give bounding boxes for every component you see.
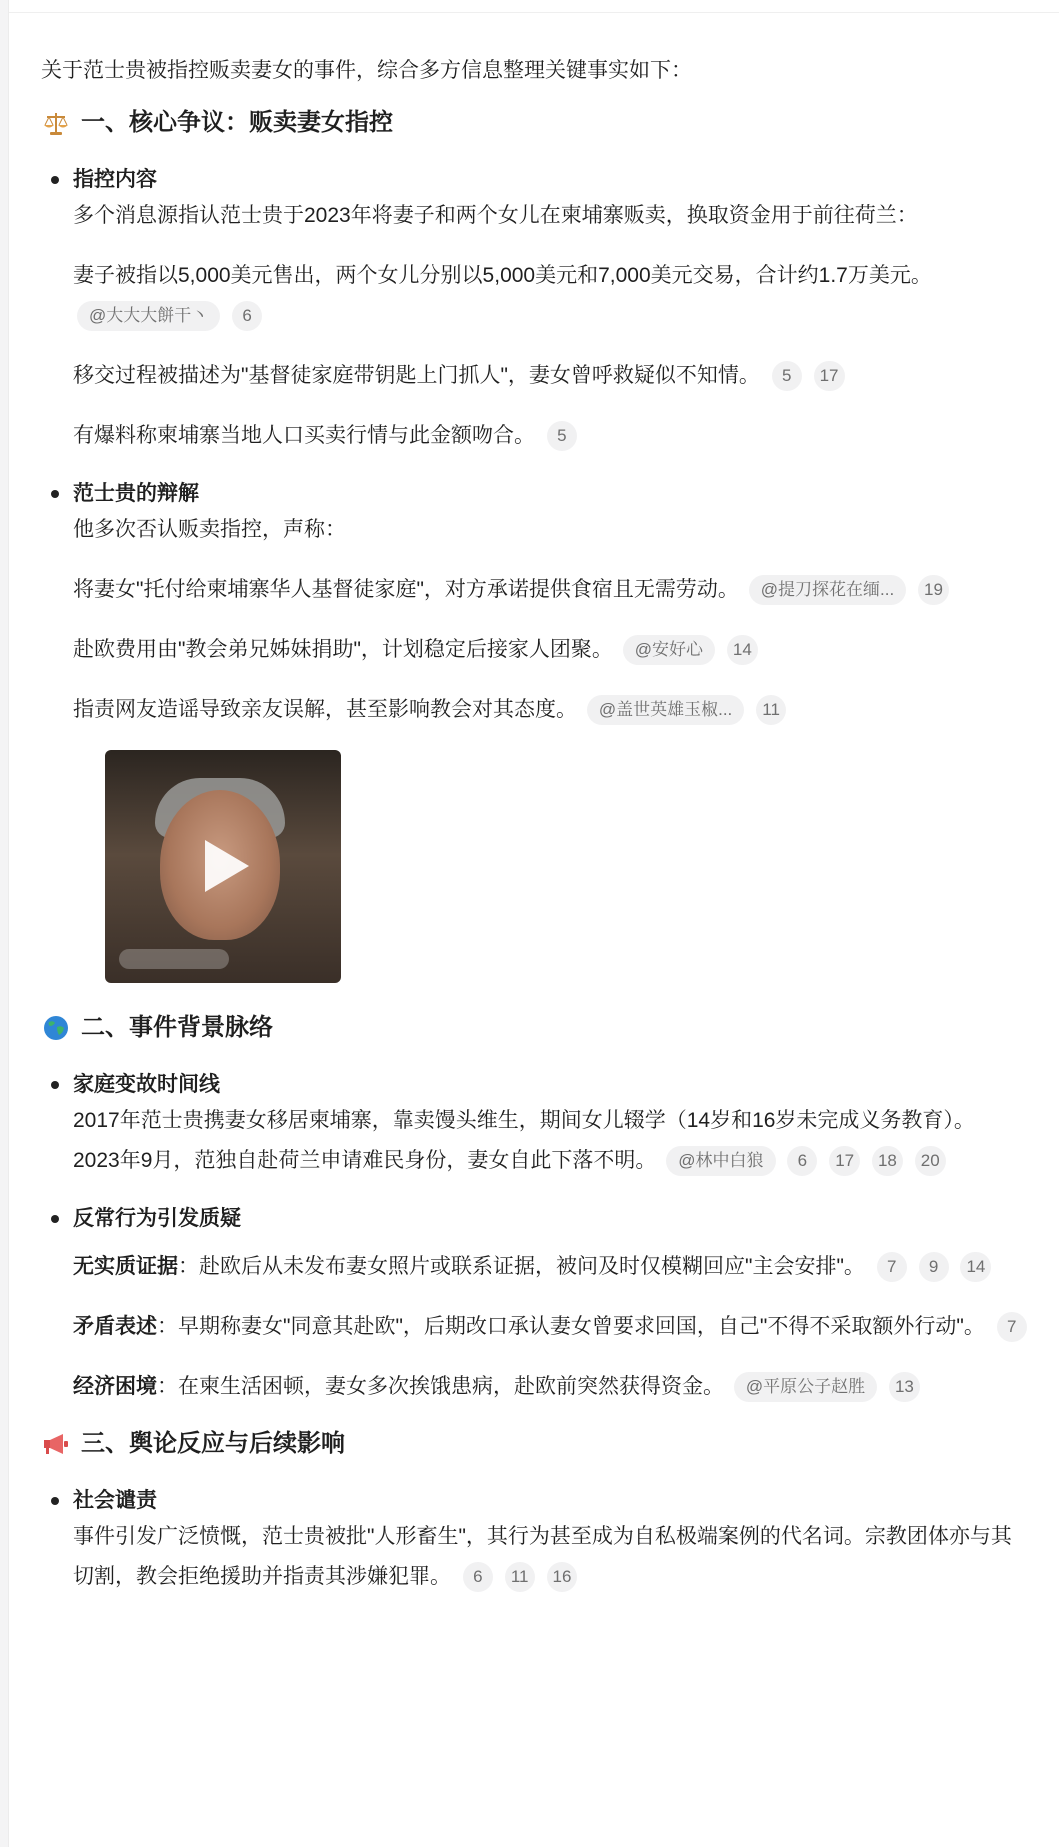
- citation-badge[interactable]: 9: [919, 1252, 949, 1282]
- video-thumbnail[interactable]: [105, 750, 341, 983]
- answer-panel: [8, 0, 1059, 1847]
- paragraph-text: 将妻女"托付给柬埔寨华人基督徒家庭"，对方承诺提供食宿且无需劳动。: [73, 578, 739, 601]
- source-chip[interactable]: @安好心: [623, 635, 715, 665]
- paragraph-text: 有爆料称柬埔寨当地人口买卖行情与此金额吻合。: [73, 424, 535, 447]
- source-chip[interactable]: @提刀探花在缅...: [749, 575, 906, 605]
- video-caption-blur: [119, 949, 229, 969]
- citation-badge[interactable]: 13: [889, 1372, 920, 1402]
- source-chip[interactable]: @盖世英雄玉椒...: [587, 695, 744, 725]
- paragraph: [73, 630, 1031, 670]
- bullet-questions: [41, 1201, 1031, 1237]
- section-title-2: 二、事件背景脉络: [81, 1014, 273, 1041]
- paragraph-text: 多个消息源指认范士贵于2023年将妻子和两个女儿在柬埔寨贩卖，换取资金用于前往荷兰：: [73, 204, 918, 227]
- citation-badge[interactable]: 17: [829, 1146, 860, 1176]
- citation-badge[interactable]: 14: [727, 635, 758, 665]
- citation-badge[interactable]: 5: [547, 421, 577, 451]
- paragraph: [73, 510, 1031, 550]
- source-chip[interactable]: @大大大餅干丶: [77, 301, 220, 331]
- bullet-timeline: [41, 1067, 1031, 1103]
- citation-badge[interactable]: 6: [787, 1146, 817, 1176]
- paragraph: [73, 1307, 1031, 1347]
- citation-badge[interactable]: 19: [918, 575, 949, 605]
- paragraph-label: 矛盾表述: [73, 1315, 157, 1338]
- paragraph-text: 赴欧费用由"教会弟兄姊妹捐助"，计划稳定后接家人团聚。: [73, 638, 613, 661]
- paragraph-text: ：早期称妻女"同意其赴欧"，后期改口承认妻女曾要求回国，自己"不得不采取额外行动"。: [157, 1315, 985, 1338]
- citation-badge[interactable]: 6: [463, 1562, 493, 1592]
- paragraph-label: 无实质证据: [73, 1255, 178, 1278]
- paragraph: [73, 1247, 1031, 1287]
- megaphone-icon: [41, 1429, 71, 1459]
- paragraph: [73, 256, 1031, 336]
- citation-badge[interactable]: 18: [872, 1146, 903, 1176]
- paragraph: [73, 1367, 1031, 1407]
- citation-badge[interactable]: 11: [756, 695, 786, 725]
- bullet-condemnation: [41, 1483, 1031, 1519]
- play-icon[interactable]: [205, 840, 249, 892]
- bullet-title: 社会谴责: [73, 1489, 157, 1512]
- bullet-defense: [41, 476, 1031, 512]
- paragraph-label: 经济困境: [73, 1375, 157, 1398]
- paragraph-text: 妻子被指以5,000美元售出，两个女儿分别以5,000美元和7,000美元交易，合计约1.7万美元。: [73, 264, 932, 287]
- paragraph-text: 指责网友造谣导致亲友误解，甚至影响教会对其态度。: [73, 698, 577, 721]
- section-title-1: 一、核心争议：贩卖妻女指控: [81, 109, 393, 136]
- paragraph: [73, 356, 1031, 396]
- citation-badge[interactable]: 7: [877, 1252, 907, 1282]
- citation-badge[interactable]: 16: [547, 1562, 578, 1592]
- source-chip[interactable]: @平原公子赵胜: [734, 1372, 877, 1402]
- paragraph-text: 2023年9月，范独自赴荷兰申请难民身份，妻女自此下落不明。: [73, 1149, 657, 1172]
- paragraph: [73, 690, 1031, 730]
- paragraph: [73, 1517, 1031, 1597]
- globe-icon: [41, 1013, 71, 1043]
- paragraph: [73, 1141, 1031, 1181]
- citation-badge[interactable]: 11: [505, 1562, 535, 1592]
- section-title-3: 三、舆论反应与后续影响: [81, 1430, 345, 1457]
- source-chip[interactable]: @林中白狼: [666, 1146, 775, 1176]
- scales-icon: [41, 108, 71, 138]
- paragraph-text: 2017年范士贵携妻女移居柬埔寨，靠卖馒头维生，期间女儿辍学（14岁和16岁未完成义务教育）。: [73, 1109, 975, 1132]
- section-heading-1: [41, 106, 1031, 140]
- citation-badge[interactable]: 5: [772, 361, 802, 391]
- paragraph-text: 移交过程被描述为"基督徒家庭带钥匙上门抓人"，妻女曾呼救疑似不知情。: [73, 364, 760, 387]
- paragraph-text: ：赴欧后从未发布妻女照片或联系证据，被问及时仅模糊回应"主会安排"。: [178, 1255, 865, 1278]
- bullet-title: 指控内容: [73, 168, 157, 191]
- paragraph-text: 他多次否认贩卖指控，声称：: [73, 518, 346, 541]
- citation-badge[interactable]: 17: [814, 361, 845, 391]
- citation-badge[interactable]: 14: [960, 1252, 991, 1282]
- paragraph-text: 事件引发广泛愤慨，范士贵被批"人形畜生"，其行为甚至成为自私极端案例的代名词。宗教团体亦与其切割，教会拒绝援助并指责其涉嫌犯罪。: [73, 1525, 1012, 1588]
- section-heading-2: [41, 1011, 1031, 1045]
- bullet-title: 范士贵的辩解: [73, 482, 199, 505]
- paragraph: [73, 416, 1031, 456]
- paragraph: [73, 196, 1031, 236]
- paragraph: [73, 570, 1031, 610]
- answer-content: [41, 56, 1031, 1617]
- paragraph-text: ：在柬生活困顿，妻女多次挨饿患病，赴欧前突然获得资金。: [157, 1375, 724, 1398]
- bullet-title: 家庭变故时间线: [73, 1073, 220, 1096]
- intro-text: 关于范士贵被指控贩卖妻女的事件，综合多方信息整理关键事实如下：: [41, 59, 692, 82]
- section-heading-3: [41, 1427, 1031, 1461]
- bullet-title: 反常行为引发质疑: [73, 1207, 241, 1230]
- paragraph: [73, 1101, 1031, 1141]
- top-divider: [9, 0, 1059, 13]
- citation-badge[interactable]: 7: [997, 1312, 1027, 1342]
- bullet-accusation: [41, 162, 1031, 198]
- citation-badge[interactable]: 6: [232, 301, 262, 331]
- citation-badge[interactable]: 20: [915, 1146, 946, 1176]
